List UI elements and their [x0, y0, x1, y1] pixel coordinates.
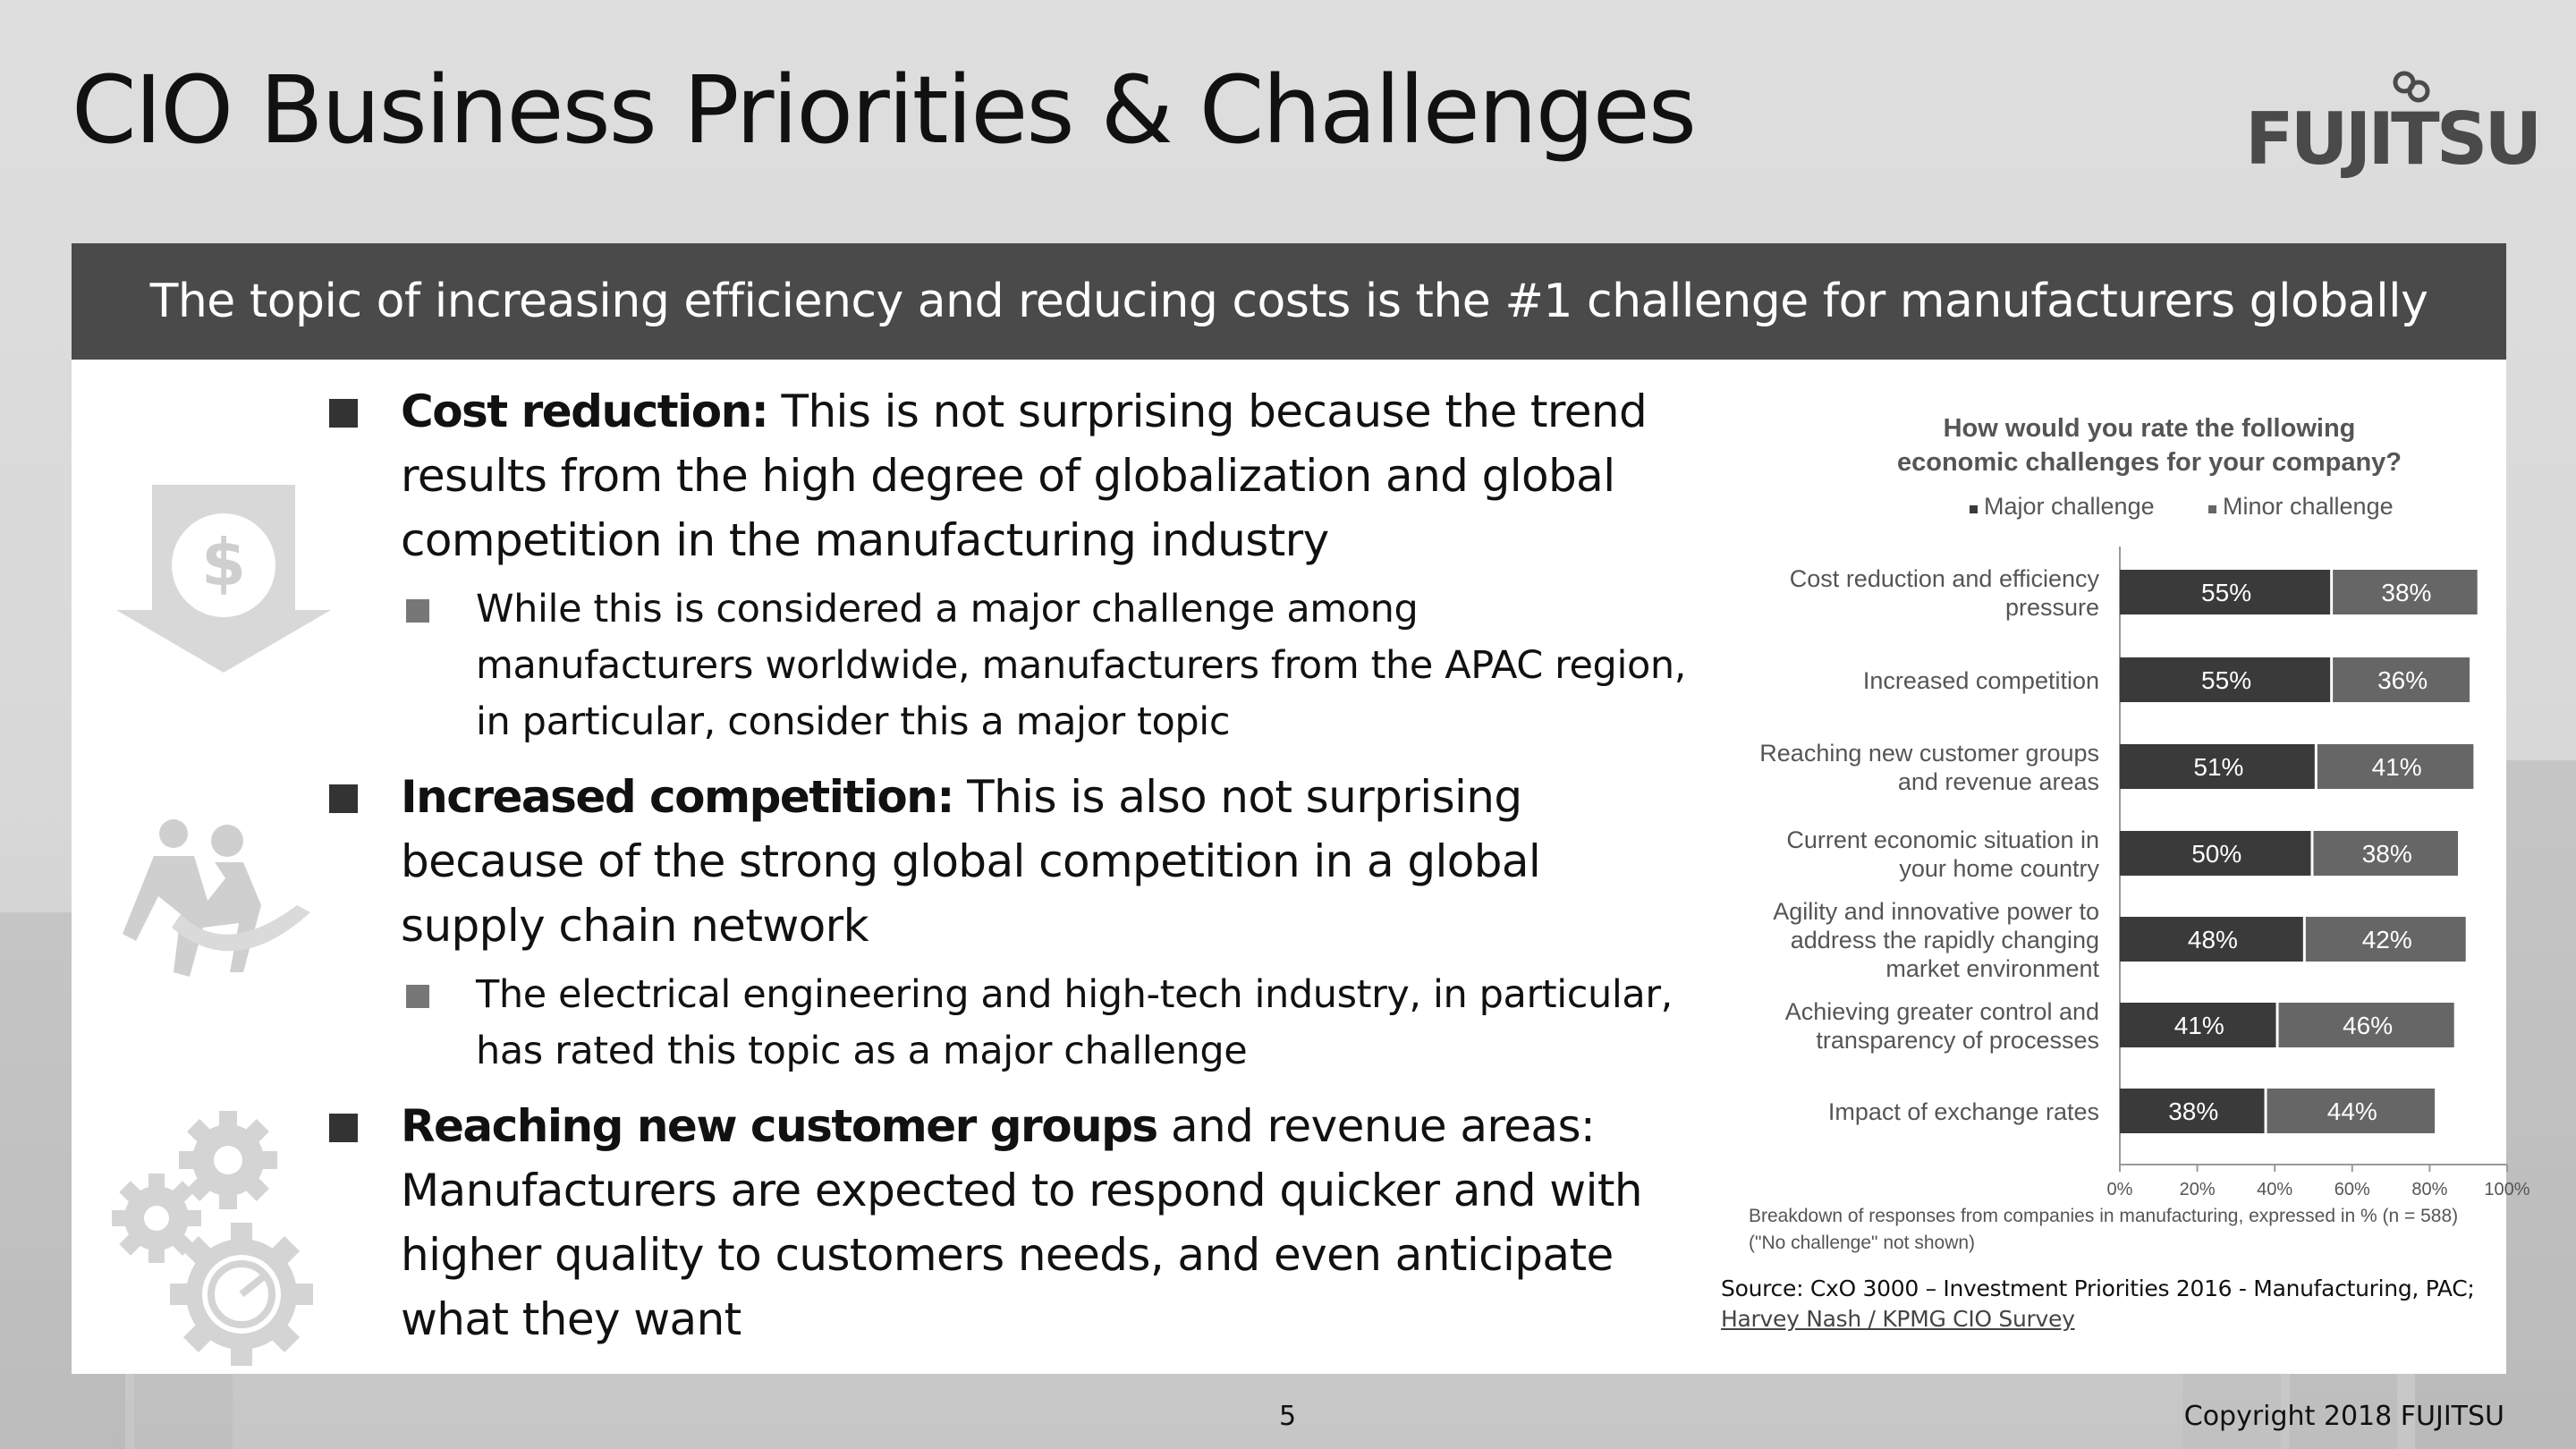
bar-value-label: 44% — [2326, 1097, 2377, 1125]
bar-value-label: 48% — [2187, 926, 2238, 953]
category-label: Increased competition — [1862, 667, 2099, 694]
source-link[interactable]: Harvey Nash / KPMG CIO Survey — [1721, 1306, 2075, 1332]
bar-value-label: 46% — [2343, 1012, 2394, 1039]
sub-bullet-text: The electrical engineering and high-tech industry, in particular, has rated this topic as a major challenge — [476, 972, 1673, 1073]
page-number: 5 — [1279, 1401, 1297, 1432]
category-label: transparency of processes — [1816, 1027, 2099, 1054]
category-label: Reaching new customer groups — [1759, 740, 2099, 767]
sub-bullet-apac — [329, 581, 1689, 750]
svg-text:$: $ — [200, 525, 247, 600]
x-tick-label: 0% — [2106, 1180, 2133, 1199]
bar-value-label: 50% — [2191, 840, 2242, 868]
bar-value-label: 38% — [2381, 579, 2432, 606]
category-label: Cost reduction and efficiency — [1789, 565, 2099, 592]
chart-title-line: economic challenges for your company? — [1896, 448, 2402, 477]
copyright: Copyright 2018 FUJITSU — [2183, 1401, 2504, 1432]
bullet-heading: Cost reduction: — [401, 386, 768, 437]
legend-label: Major challenge — [1984, 493, 2155, 520]
category-label: pressure — [2004, 594, 2099, 621]
category-label: your home country — [1899, 855, 2099, 882]
category-label: Impact of exchange rates — [1827, 1098, 2099, 1125]
bar-value-label: 55% — [2201, 666, 2252, 694]
chart-note: ("No challenge" not shown) — [1749, 1233, 1976, 1253]
category-label: address the rapidly changing — [1790, 927, 2099, 953]
bullet-new-customer-groups — [329, 1094, 1689, 1352]
bullet-text: and revenue areas: Manufacturers are expected to respond quicker and with higher quality to customers needs, and even anticipate what they want — [401, 1100, 1642, 1345]
bar-value-label: 41% — [2371, 753, 2422, 781]
category-label: Agility and innovative power to — [1773, 898, 2099, 925]
bar-value-label: 51% — [2193, 753, 2244, 781]
fujitsu-logo — [2245, 70, 2539, 195]
source-text: Source: CxO 3000 – Investment Priorities 2016 - Manufacturing, PAC; — [1721, 1275, 2475, 1301]
legend-label: Minor challenge — [2223, 493, 2394, 520]
bar-value-label: 41% — [2174, 1012, 2224, 1039]
gears-icon — [107, 1111, 340, 1370]
bullet-cost-reduction — [329, 379, 1689, 572]
bullet-heading: Increased competition: — [401, 771, 953, 823]
bullet-heading: Reaching new customer groups — [401, 1100, 1157, 1152]
x-tick-label: 60% — [2334, 1180, 2370, 1199]
bar-value-label: 55% — [2201, 579, 2252, 606]
content-panel — [72, 360, 2530, 1374]
bullet-text: This is not surprising because the trend results from the high degree of globalization and global competition in the manufacturing industry — [401, 386, 1648, 566]
sub-bullet-electrical-engineering — [329, 967, 1689, 1080]
category-label: Achieving greater control and — [1784, 998, 2099, 1025]
x-tick-label: 80% — [2411, 1180, 2448, 1199]
category-label: Current economic situation in — [1786, 826, 2099, 853]
x-tick-label: 100% — [2484, 1180, 2530, 1199]
legend-swatch — [2208, 505, 2216, 513]
chart-note: Breakdown of responses from companies in manufacturing, expressed in % (n = 588) — [1749, 1206, 2459, 1226]
category-label: and revenue areas — [1897, 768, 2099, 795]
bar-value-label: 42% — [2361, 926, 2412, 953]
svg-text:FUJITSU: FUJITSU — [2245, 97, 2539, 181]
economic-challenges-chart — [1677, 399, 2554, 1320]
dollar-down-arrow-icon — [116, 485, 331, 673]
bullet-list — [329, 379, 1689, 1360]
bar-value-label: 36% — [2377, 666, 2428, 694]
chart-title-line: How would you rate the following — [1943, 414, 2356, 443]
category-label: market environment — [1885, 955, 2099, 982]
page-title: CIO Business Priorities & Challenges — [72, 55, 1695, 165]
source-citation — [1721, 1274, 2475, 1335]
bullet-text: This is also not surprising because of the strong global competition in a global supply chain network — [401, 771, 1541, 952]
bullet-increased-competition — [329, 765, 1689, 958]
bar-value-label: 38% — [2168, 1097, 2219, 1125]
headline-banner: The topic of increasing efficiency and reducing costs is the #1 challenge for manufacturers globally — [72, 243, 2506, 360]
x-tick-label: 20% — [2179, 1180, 2216, 1199]
x-tick-label: 40% — [2257, 1180, 2293, 1199]
sub-bullet-text: While this is considered a major challenge among manufacturers worldwide, manufacturers from the APAC region, in particular, consider this a major topic — [476, 587, 1687, 744]
competition-runners-icon — [118, 816, 324, 995]
legend-swatch — [1970, 505, 1978, 513]
bar-value-label: 38% — [2361, 840, 2412, 868]
